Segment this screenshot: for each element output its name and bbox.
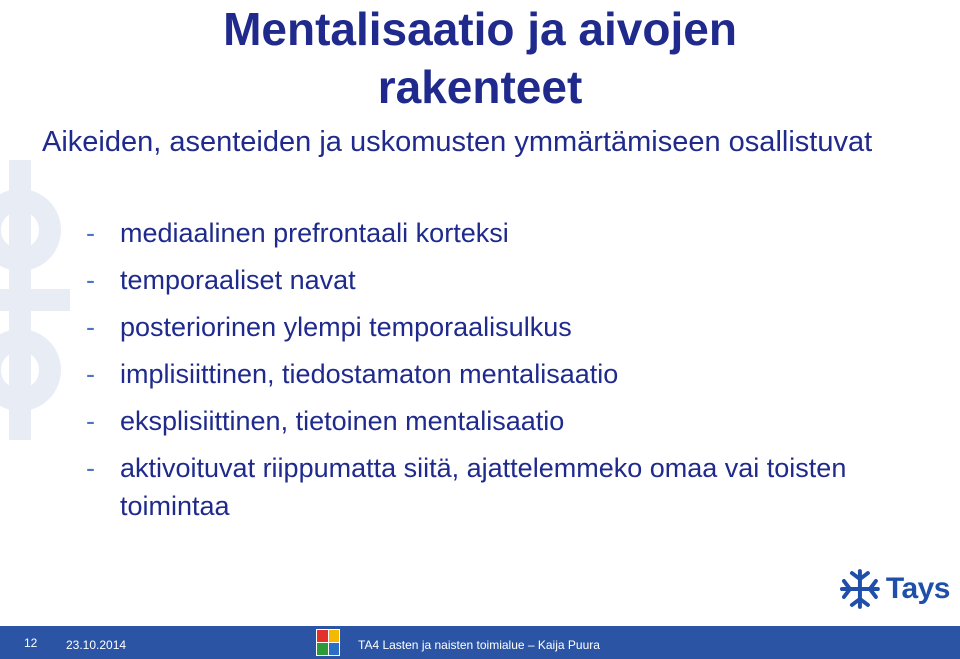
logo-text: Tays bbox=[885, 572, 950, 605]
list-item bbox=[86, 308, 916, 346]
list-item bbox=[86, 449, 916, 525]
list-item bbox=[86, 214, 916, 252]
list-item bbox=[86, 261, 916, 299]
bullet-text: eksplisiittinen, tietoinen mentalisaatio bbox=[120, 406, 565, 436]
watermark-cross-icon bbox=[0, 150, 80, 450]
footer-bar bbox=[0, 626, 960, 659]
children-emblem-icon bbox=[316, 629, 340, 656]
list-item bbox=[86, 402, 916, 440]
bullet-text: implisiittinen, tiedostamaton mentalisaatio bbox=[120, 359, 619, 389]
title-line-2: rakenteet bbox=[377, 61, 583, 113]
bullet-marker: - bbox=[86, 406, 95, 436]
list-item bbox=[86, 355, 916, 393]
bullet-marker: - bbox=[86, 265, 95, 295]
bullet-text: mediaalinen prefrontaali korteksi bbox=[120, 218, 509, 248]
bullet-marker: - bbox=[86, 359, 95, 389]
bullet-text: posteriorinen ylempi temporaalisulkus bbox=[120, 312, 572, 342]
intro-text: Aikeiden, asenteiden ja uskomusten ymmärtämiseen osallistuvat bbox=[42, 126, 873, 158]
footer-date: 23.10.2014 bbox=[66, 638, 127, 652]
bullet-list bbox=[86, 214, 916, 534]
slide-title bbox=[0, 0, 960, 116]
tays-cross-icon bbox=[838, 567, 882, 611]
bullet-marker: - bbox=[86, 453, 95, 483]
bullet-marker: - bbox=[86, 312, 95, 342]
footer-text: TA4 Lasten ja naisten toimialue – Kaija Puura bbox=[358, 638, 600, 652]
bullet-marker: - bbox=[86, 218, 95, 248]
tays-logo bbox=[838, 565, 950, 613]
bullet-text: temporaaliset navat bbox=[120, 265, 356, 295]
title-line-1: Mentalisaatio ja aivojen bbox=[223, 3, 737, 55]
page-number: 12 bbox=[24, 636, 38, 650]
bullet-text: aktivoituvat riippumatta siitä, ajattelemmeko omaa vai toisten toimintaa bbox=[120, 453, 847, 521]
